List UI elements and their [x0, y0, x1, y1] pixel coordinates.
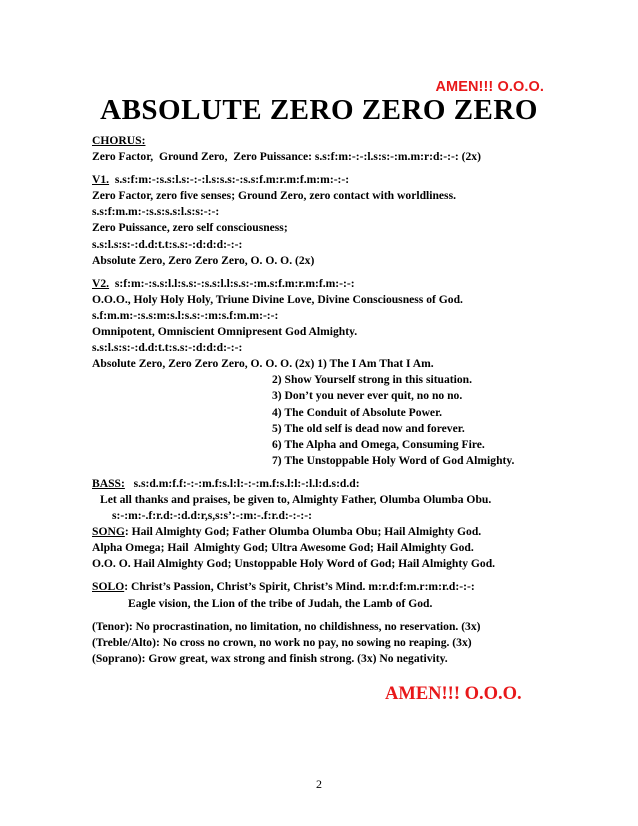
v1-notation: s.s:f:m:-:s.s:l.s:-:-:l.s:s.s:-:s.s:f.m:r.m:f.m:m:-:-: [109, 173, 350, 187]
bass-notation-line [92, 476, 552, 492]
v2-notation: s:f:m:-:s.s:l.l:s.s:-:s.s:l.l:s.s:-:m.s:f.m:r.m:f.m:-:-: [109, 276, 355, 290]
voice-line: (Soprano): Grow great, wax strong and finish strong. (3x) No negativity. [92, 651, 448, 665]
v1-label: V1. [92, 173, 110, 187]
solo-label: SOLO [92, 580, 125, 594]
song-text: : Hail Almighty God; Father Olumba Olumba Obu; Hail Almighty God. [124, 525, 482, 539]
chorus-label: CHORUS: [92, 134, 146, 147]
numbered-declaration: 4) The Conduit of Absolute Power. [272, 405, 443, 419]
voice-line: (Treble/Alto): No cross no crown, no work no pay, no sowing no reaping. (3x) [92, 635, 472, 649]
song-label: SONG [92, 525, 125, 539]
v1-line: s.s:l.s:s:-:d.d:t.t:s.s:-:d:d:d:-:-: [92, 237, 243, 251]
v1-line: Zero Factor, zero five senses; Ground Zero, zero contact with worldliness. [92, 189, 456, 203]
numbered-declaration: 2) Show Yourself strong in this situation. [272, 373, 473, 387]
v2-line: s.f:m.m:-:s.s:m:s.l:s.s:-:m:s.f:m.m:-:-: [92, 308, 279, 322]
solo-text: : Christ’s Passion, Christ’s Spirit, Christ’s Mind. m:r.d:f:m.r:m:r.d:-:-: [124, 580, 475, 594]
v2-notation-line [92, 276, 552, 292]
page-number: 2 [316, 777, 322, 791]
bass-line: s:-:m:-.f:r.d:-:d.d:r,s,s:s’:-:m:-.f:r.d:-:-:-: [112, 509, 312, 523]
song-line [92, 524, 552, 540]
spacer [92, 612, 552, 619]
v1-line: Absolute Zero, Zero Zero Zero, O. O. O. (2x) [92, 253, 315, 267]
song-line: O.O. O. Hail Almighty God; Unstoppable Holy Word of God; Hail Almighty God. [92, 557, 496, 571]
spacer [92, 269, 552, 276]
spacer [92, 572, 552, 579]
solo-line [92, 579, 552, 595]
chorus-heading [92, 133, 552, 149]
bass-label: BASS: [92, 476, 125, 490]
solo-line: Eagle vision, the Lion of the tribe of Judah, the Lamb of God. [128, 596, 433, 610]
v1-line: s.s:f:m.m:-:s.s:s.s:l.s:s:-:-: [92, 205, 220, 219]
bass-line: Let all thanks and praises, be given to, Almighty Father, Olumba Olumba Obu. [100, 492, 492, 506]
v2-line: Absolute Zero, Zero Zero Zero, O. O. O. (2x) 1) The I Am That I Am. [92, 357, 434, 371]
v2-label: V2. [92, 276, 110, 290]
bass-notation: s.s:d.m:f.f:-:-:m.f:s.l:l:-:-:m.f:s.l:l:-:l.l:d.s:d.d: [124, 476, 360, 490]
v2-line: Omnipotent, Omniscient Omnipresent God Almighty. [92, 325, 358, 339]
voice-line: (Tenor): No procrastination, no limitation, no childishness, no reservation. (3x) [92, 619, 481, 633]
numbered-declaration: 6) The Alpha and Omega, Consuming Fire. [272, 437, 485, 451]
page-title: ABSOLUTE ZERO ZERO ZERO [100, 94, 538, 126]
numbered-declaration: 3) Don’t you never ever quit, no no no. [272, 389, 463, 403]
header-amen: AMEN!!! O.O.O. [435, 79, 544, 95]
spacer [92, 469, 552, 476]
v1-notation-line [92, 172, 552, 188]
v2-line: O.O.O., Holy Holy Holy, Triune Divine Love, Divine Consciousness of God. [92, 292, 463, 306]
lyrics-body [92, 133, 552, 667]
footer-amen: AMEN!!! O.O.O. [385, 684, 522, 704]
v2-line: s.s:l.s:s:-:d.d:t.t:s.s:-:d:d:d:-:-: [92, 341, 243, 355]
numbered-declaration: 5) The old self is dead now and forever. [272, 421, 465, 435]
v1-line: Zero Puissance, zero self consciousness; [92, 221, 288, 235]
song-line: Alpha Omega; Hail Almighty God; Ultra Awesome God; Hail Almighty God. [92, 541, 474, 555]
chorus-line: Zero Factor, Ground Zero, Zero Puissance: s.s:f:m:-:-:l.s:s:-:m.m:r:d:-:-: (2x) [92, 150, 481, 164]
spacer [92, 165, 552, 172]
numbered-declaration: 7) The Unstoppable Holy Word of God Almighty. [272, 453, 515, 467]
